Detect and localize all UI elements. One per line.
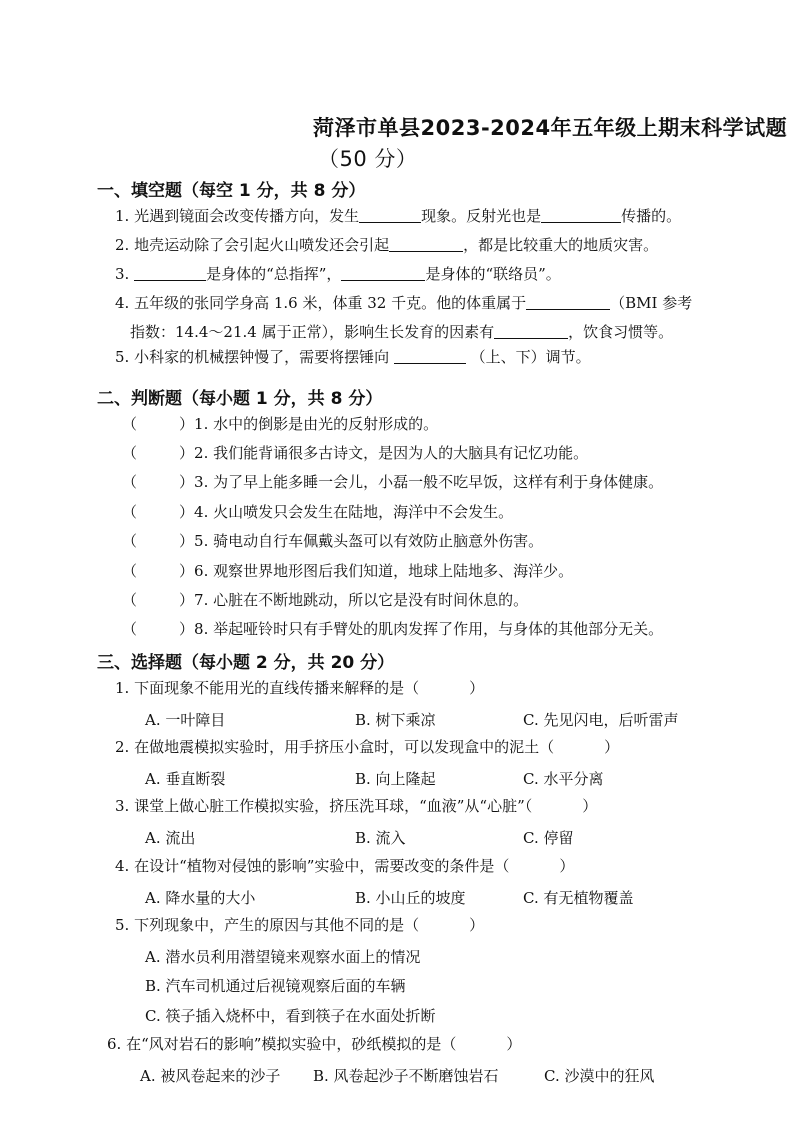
answer-blank[interactable]: [541, 208, 621, 223]
judge-item: （ ）5. 骑电动自行车佩戴头盔可以有效防止脑意外伤害。: [122, 532, 544, 550]
fill-question-2: 2. 地壳运动除了会引起火山喷发还会引起 ，都是比较重大的地质灾害。: [115, 236, 659, 254]
answer-blank[interactable]: [389, 237, 463, 252]
option-c[interactable]: C. 有无植物覆盖: [523, 889, 634, 907]
option-a[interactable]: A. 潜水员利用潜望镜来观察水面上的情况: [145, 948, 421, 966]
option-a[interactable]: A. 流出: [145, 829, 196, 847]
option-a[interactable]: A. 被风卷起来的沙子: [140, 1067, 281, 1085]
answer-blank[interactable]: [394, 349, 466, 364]
option-b[interactable]: B. 向上隆起: [355, 770, 436, 788]
judge-item: （ ）1. 水中的倒影是由光的反射形成的。: [122, 415, 439, 433]
option-a[interactable]: A. 降水量的大小: [145, 889, 256, 907]
fill-question-3: 3. 是身体的“总指挥”， 是身体的“联络员”。: [115, 265, 561, 283]
choice-question-3: 3. 课堂上做心脏工作模拟实验，挤压洗耳球，“血液”从“心脏”（ ）: [115, 797, 598, 815]
total-score: （50 分）: [318, 147, 418, 171]
fill-question-5: 5. 小科家的机械摆钟慢了，需要将摆锤向 （上、下）调节。: [115, 348, 591, 366]
section-multiple-choice-heading: 三、选择题（每小题 2 分，共 20 分）: [97, 653, 395, 673]
judge-item: （ ）7. 心脏在不断地跳动，所以它是没有时间休息的。: [122, 591, 529, 609]
choice-question-4: 4. 在设计“植物对侵蚀的影响”实验中，需要改变的条件是（ ）: [115, 857, 575, 875]
fill-question-4-line2: 指数：14.4～21.4 属于正常），影响生长发育的因素有 ，饮食习惯等。: [130, 323, 674, 341]
answer-blank[interactable]: [526, 295, 610, 310]
option-a[interactable]: A. 一叶障目: [145, 711, 226, 729]
judge-item: （ ）3. 为了早上能多睡一会儿，小磊一般不吃早饭，这样有利于身体健康。: [122, 473, 664, 491]
option-b[interactable]: B. 汽车司机通过后视镜观察后面的车辆: [145, 977, 406, 995]
answer-blank[interactable]: [134, 266, 206, 281]
option-c[interactable]: C. 停留: [523, 829, 574, 847]
option-c[interactable]: C. 筷子插入烧杯中，看到筷子在水面处折断: [145, 1007, 436, 1025]
option-c[interactable]: C. 沙漠中的狂风: [544, 1067, 655, 1085]
choice-question-6: 6. 在“风对岩石的影响”模拟实验中，砂纸模拟的是（ ）: [107, 1035, 522, 1053]
answer-blank[interactable]: [494, 324, 568, 339]
option-b[interactable]: B. 小山丘的坡度: [355, 889, 466, 907]
fill-question-1: 1. 光遇到镜面会改变传播方向，发生 现象。反射光也是 传播的。: [115, 207, 682, 225]
exam-title: 菏泽市单县2023-2024年五年级上期末科学试题: [313, 116, 788, 140]
fill-question-4-line1: 4. 五年级的张同学身高 1.6 米，体重 32 千克。他的体重属于 （BMI 参考: [115, 294, 693, 312]
section-true-false-heading: 二、判断题（每小题 1 分，共 8 分）: [97, 389, 383, 409]
option-b[interactable]: B. 树下乘凉: [355, 711, 436, 729]
judge-item: （ ）2. 我们能背诵很多古诗文，是因为人的大脑具有记忆功能。: [122, 444, 589, 462]
choice-question-5: 5. 下列现象中，产生的原因与其他不同的是（ ）: [115, 916, 485, 934]
option-b[interactable]: B. 流入: [355, 829, 406, 847]
option-b[interactable]: B. 风卷起沙子不断磨蚀岩石: [313, 1067, 499, 1085]
answer-blank[interactable]: [359, 208, 421, 223]
judge-item: （ ）4. 火山喷发只会发生在陆地，海洋中不会发生。: [122, 503, 514, 521]
choice-question-1: 1. 下面现象不能用光的直线传播来解释的是（ ）: [115, 679, 485, 697]
option-c[interactable]: C. 先见闪电，后听雷声: [523, 711, 679, 729]
answer-blank[interactable]: [341, 266, 425, 281]
judge-item: （ ）6. 观察世界地形图后我们知道，地球上陆地多、海洋少。: [122, 562, 574, 580]
choice-question-2: 2. 在做地震模拟实验时，用手挤压小盒时，可以发现盒中的泥土（ ）: [115, 738, 620, 756]
option-c[interactable]: C. 水平分离: [523, 770, 604, 788]
option-a[interactable]: A. 垂直断裂: [145, 770, 226, 788]
judge-item: （ ）8. 举起哑铃时只有手臂处的肌肉发挥了作用，与身体的其他部分无关。: [122, 620, 664, 638]
section-fill-in-heading: 一、填空题（每空 1 分，共 8 分）: [97, 181, 366, 201]
